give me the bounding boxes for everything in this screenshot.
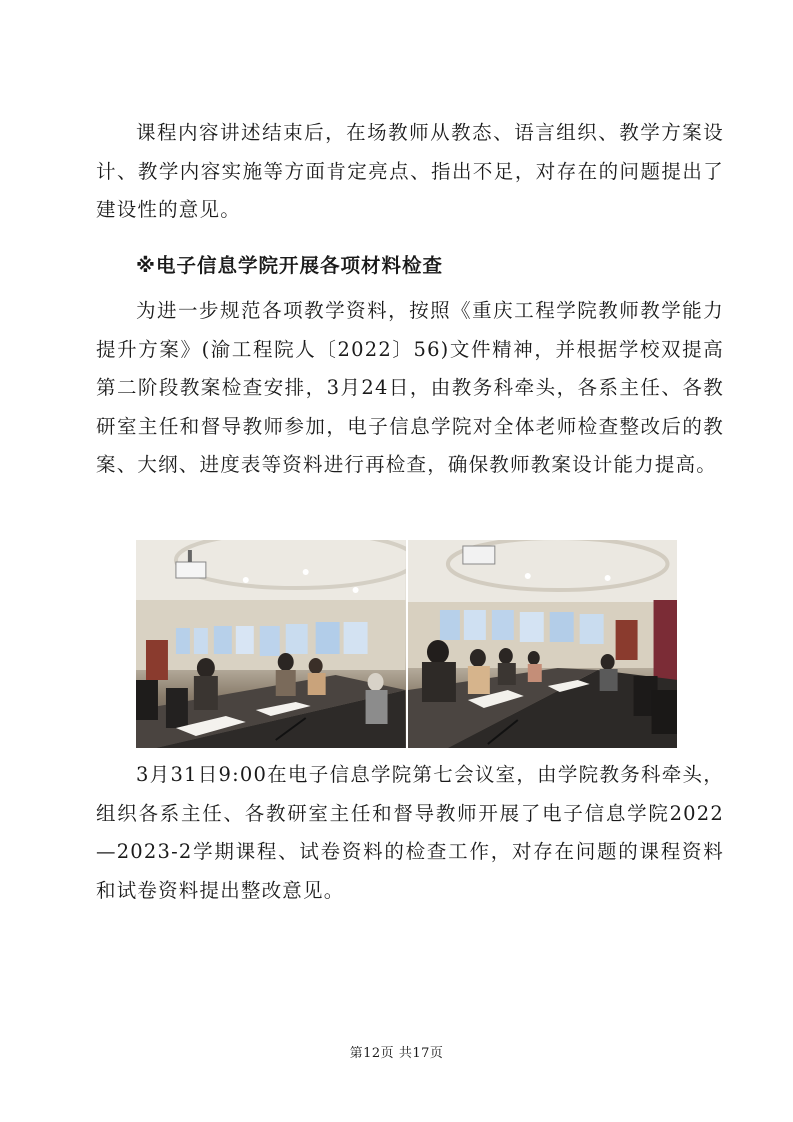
paragraph-material-inspection: 为进一步规范各项教学资料，按照《重庆工程学院教师教学能力提升方案》(渝工程院人〔2022〕56)文件精神，并根据学校双提高第二阶段教案检查安排，3月24日，由教务科牵头，各系主任、各教研室主任和督导教师参加，电子信息学院对全体老师检查整改后的教案、大纲、进度表等资料进行再检查，确保教师教案设计能力提高。 bbox=[96, 299, 724, 476]
meeting-photo-left bbox=[136, 540, 406, 748]
meeting-photo-right bbox=[408, 540, 678, 748]
paragraph-exam-inspection: 3月31日9:00在电子信息学院第七会议室，由学院教务科牵头，组织各系主任、各教研室主任和督导教师开展了电子信息学院2022—2023-2学期课程、试卷资料的检查工作，对存在问题的课程资料和试卷资料提出整改意见。 bbox=[96, 763, 724, 902]
section-heading: ※电子信息学院开展各项材料检查 bbox=[136, 254, 443, 277]
page-footer: 第12页 共17页 bbox=[349, 1046, 444, 1061]
photo-strip bbox=[136, 540, 677, 748]
paragraph-course-feedback: 课程内容讲述结束后，在场教师从教态、语言组织、教学方案设计、教学内容实施等方面肯定亮点、指出不足，对存在的问题提出了建设性的意见。 bbox=[96, 121, 724, 221]
